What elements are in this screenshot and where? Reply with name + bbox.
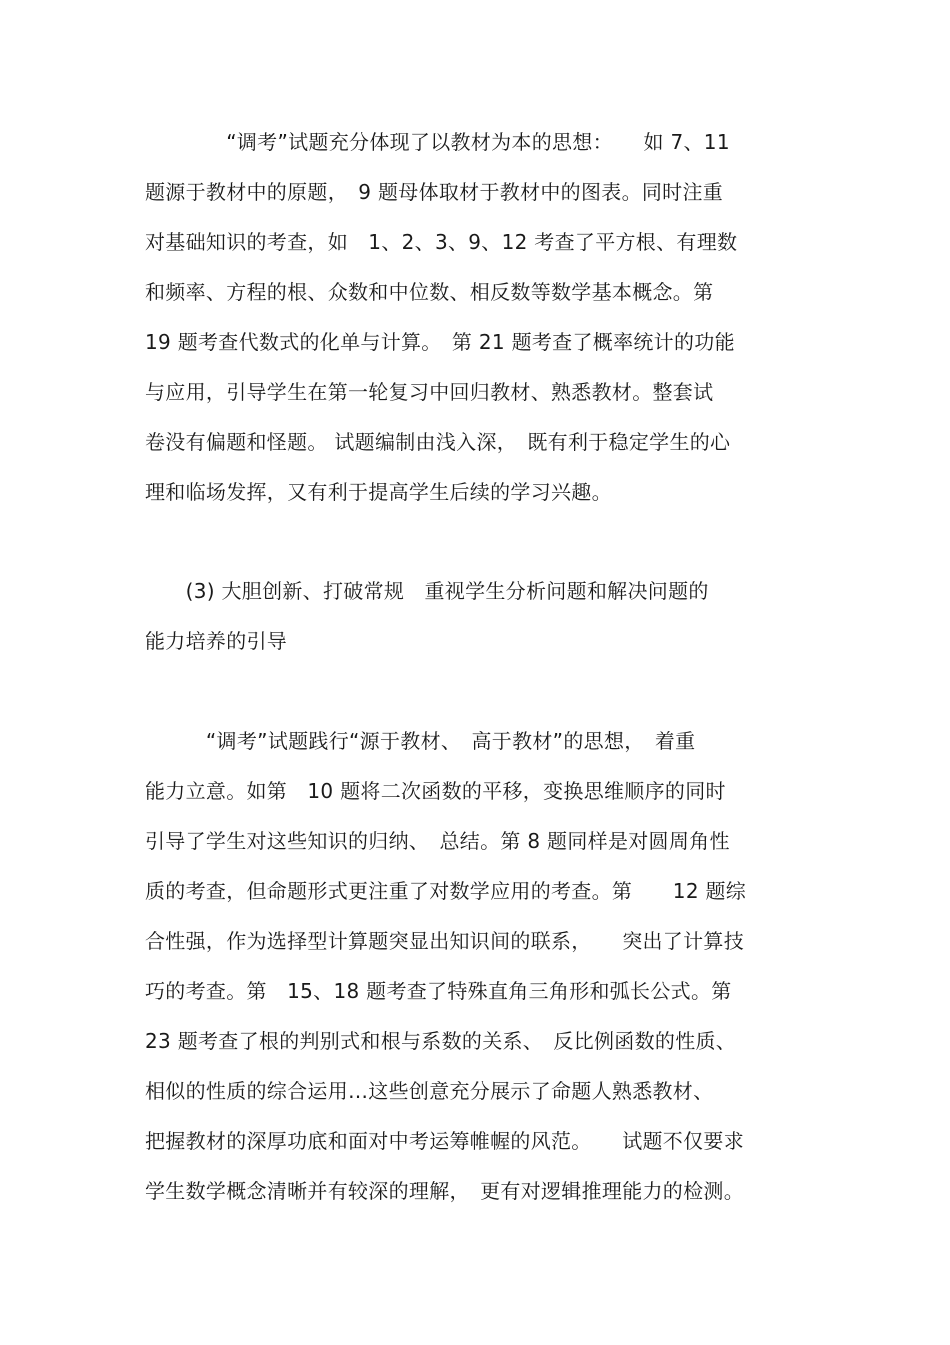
text-line: 把握教材的深厚功底和面对中考运筹帷幄的风范。 试题不仅要求: [145, 1129, 744, 1153]
text-line: 学生数学概念清晰并有较深的理解， 更有对逻辑推理能力的检测。: [145, 1179, 744, 1203]
text-line: 和频率、方程的根、众数和中位数、相反数等数学基本概念。第: [145, 280, 714, 304]
heading-line: 能力培养的引导: [145, 629, 288, 653]
text-line: 引导了学生对这些知识的归纳、 总结。第 8 题同样是对圆周角性: [145, 829, 730, 853]
text-line: “调考”试题践行“源于教材、 高于教材”的思想， 着重: [145, 729, 696, 753]
text-line: 对基础知识的考查，如 1、2、3、9、12 考查了平方根、有理数: [145, 230, 738, 254]
text-line: 19 题考查代数式的化单与计算。 第 21 题考查了概率统计的功能: [145, 330, 735, 354]
text-line: 相似的性质的综合运用…这些创意充分展示了命题人熟悉教材、: [145, 1079, 714, 1103]
text-line: 与应用，引导学生在第一轮复习中回归教材、熟悉教材。整套试: [145, 380, 714, 404]
text-line: 巧的考查。第 15、18 题考查了特殊直角三角形和弧长公式。第: [145, 979, 732, 1003]
text-line: 题源于教材中的原题， 9 题母体取材于教材中的图表。同时注重: [145, 180, 724, 204]
heading-line: (3) 大胆创新、打破常规 重视学生分析问题和解决问题的: [145, 579, 709, 603]
text-line: “调考”试题充分体现了以教材为本的思想： 如 7、11: [145, 130, 730, 154]
text-line: 能力立意。如第 10 题将二次函数的平移，变换思维顺序的同时: [145, 779, 726, 803]
text-line: 23 题考查了根的判别式和根与系数的关系、 反比例函数的性质、: [145, 1029, 737, 1053]
text-line: 理和临场发挥，又有利于提高学生后续的学习兴趣。: [145, 480, 612, 504]
text-line: 卷没有偏题和怪题。 试题编制由浅入深， 既有利于稳定学生的心: [145, 430, 731, 454]
text-line: 质的考查，但命题形式更注重了对数学应用的考查。第 12 题综: [145, 879, 747, 903]
text-line: 合性强，作为选择型计算题突显出知识间的联系， 突出了计算技: [145, 929, 744, 953]
